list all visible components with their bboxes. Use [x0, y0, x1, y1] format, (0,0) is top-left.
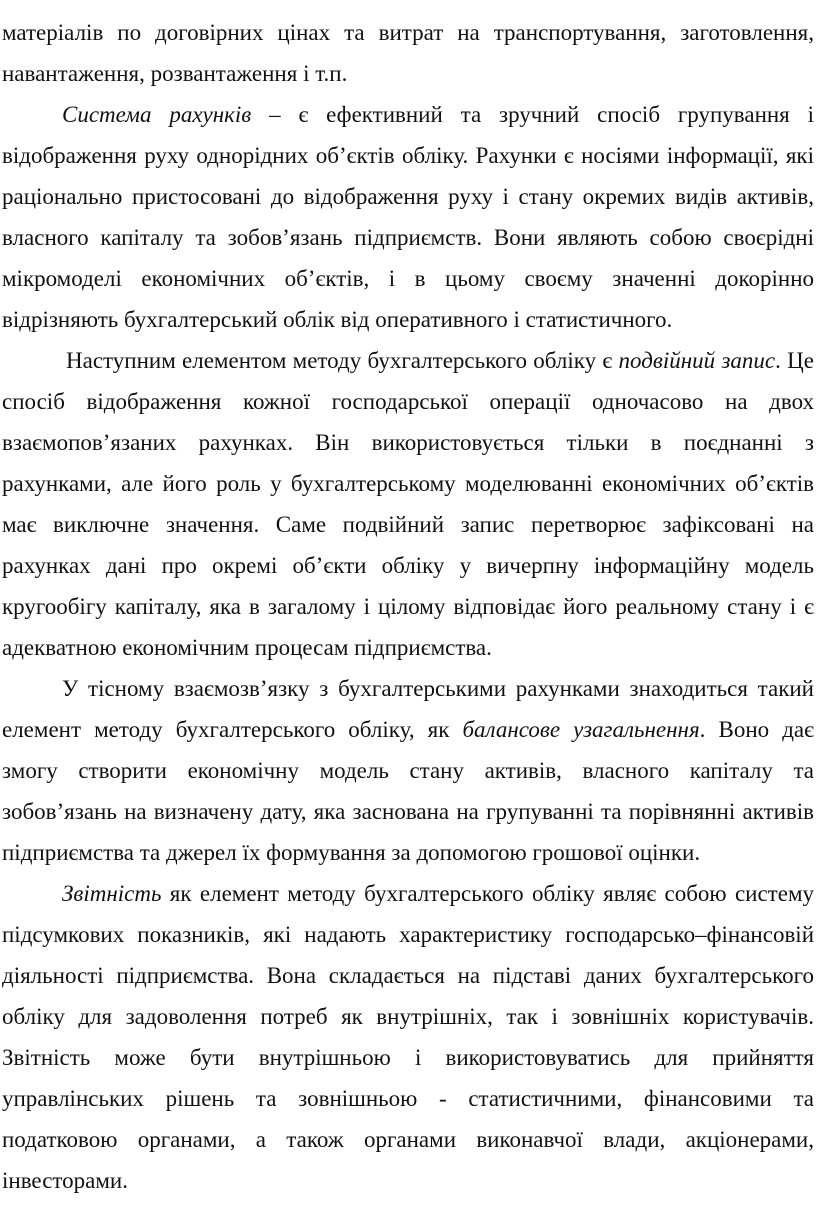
- term-accounts-system: Система рахунків: [62, 102, 252, 127]
- term-balance-generalization: балансове узагальнення: [462, 717, 700, 742]
- text-run: Наступним елементом методу бухгалтерського обліку є: [66, 348, 619, 373]
- text-run: . Це спосіб відображення кожної господарської операції одночасово на двох взаємопов’язаних рахунках. Він використовується тільки в поєднанні з рахунками, але його роль у бухгалтерському моделюванні економічних об’єктів має виключне значення. Саме подвійний запис перетворює зафіксовані на рахунках дані про окремі об’єкти обліку у вичерпну інформаційну модель кругообігу капіталу, яка в загалому і цілому відповідає його реальному стану і є адекватною економічним процесам підприємства.: [2, 348, 814, 660]
- text-run: . Воно дає змогу створити економічну модель стану активів, власного капіталу та зобов’язань на визначену дату, яка заснована на групуванні та порівнянні активів підприємства та джерел їх формування за допомогою грошової оцінки.: [2, 717, 814, 865]
- paragraph-double-entry: [2, 340, 814, 668]
- document-page: [0, 12, 816, 1201]
- text-run: як елемент методу бухгалтерського обліку являє собою систему підсумкових показників, які надають характеристику господарсько–фінансовій діяльності підприємства. Вона складається на підставі даних бухгалтерського обліку для задоволення потреб як внутрішніх, так і зовнішніх користувачів. Звітність може бути внутрішньою і використовуватись для прийняття управлінських рішень та зовнішньою - статистичними, фінансовими та податковою органами, а також органами виконавчої влади, акціонерами, інвесторами.: [2, 881, 814, 1193]
- term-double-entry: подвійний запис: [618, 348, 776, 373]
- paragraph-accounts-system: [2, 94, 814, 340]
- text-run: матеріалів по договірних цінах та витрат на транспортування, заготовлення, навантаження, розвантаження і т.п.: [2, 20, 814, 86]
- term-reporting: Звітність: [62, 881, 162, 906]
- paragraph-balance-generalization: [2, 668, 814, 873]
- text-run: У тісному взаємозв’язку з бухгалтерськими рахунками знаходиться такий елемент методу бухгалтерського обліку, як: [2, 676, 814, 742]
- paragraph-continuation: [2, 12, 814, 94]
- paragraph-reporting: [2, 873, 814, 1201]
- text-run: – є ефективний та зручний спосіб групування і відображення руху однорідних об’єктів обліку. Рахунки є носіями інформації, які раціонально пристосовані до відображення руху і стану окремих видів активів, власного капіталу та зобов’язань підприємств. Вони являють собою своєрідні мікромоделі економічних об’єктів, і в цьому своєму значенні докорінно відрізняють бухгалтерський облік від оперативного і статистичного.: [2, 102, 814, 332]
